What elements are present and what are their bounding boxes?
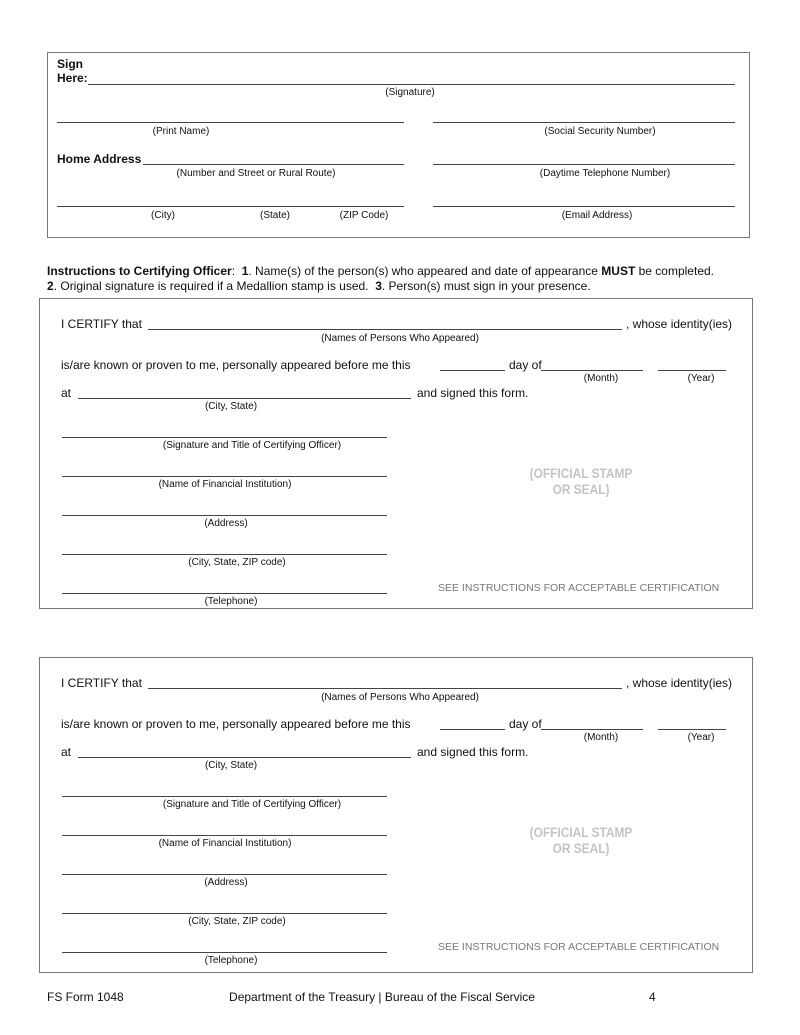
- instruction-text: . Original signature is required if a Medallion stamp is used.: [53, 279, 376, 293]
- signed-text: and signed this form.: [417, 386, 529, 400]
- email-label: (Email Address): [561, 210, 633, 221]
- telephone-field[interactable]: [62, 952, 387, 953]
- stamp-text-2: OR SEAL): [552, 840, 610, 856]
- instruction-emphasis: MUST: [601, 264, 636, 278]
- names-field[interactable]: [148, 688, 622, 689]
- zip-label: (ZIP Code): [339, 210, 389, 221]
- instruction-number: 1: [241, 264, 249, 278]
- form-number: FS Form 1048: [47, 990, 124, 1004]
- year-field[interactable]: [658, 729, 726, 730]
- signature-label: (Signature): [385, 87, 435, 98]
- institution-field[interactable]: [62, 476, 387, 477]
- city-state-field[interactable]: [78, 398, 411, 399]
- telephone-field[interactable]: [62, 593, 387, 594]
- official-stamp-placeholder: [530, 465, 633, 497]
- month-field[interactable]: [541, 729, 643, 730]
- telephone-label: (Telephone): [204, 955, 258, 966]
- street-label: (Number and Street or Rural Route): [176, 168, 336, 179]
- sign-here-label-2: Here:: [57, 71, 88, 85]
- officer-signature-label: (Signature and Title of Certifying Officer): [162, 440, 342, 451]
- known-text: is/are known or proven to me, personally appeared before me this: [61, 717, 411, 731]
- signed-text: and signed this form.: [417, 745, 529, 759]
- city-state-field[interactable]: [78, 757, 411, 758]
- names-label: (Names of Persons Who Appeared): [321, 333, 479, 344]
- address-field[interactable]: [62, 874, 387, 875]
- day-of-text: day of: [509, 717, 542, 731]
- city-state-zip-label: (City, State, ZIP code): [188, 557, 286, 568]
- institution-label: (Name of Financial Institution): [158, 838, 292, 849]
- home-address-label: Home Address: [57, 152, 142, 166]
- institution-label: (Name of Financial Institution): [158, 479, 292, 490]
- email-field[interactable]: [433, 206, 735, 207]
- certification-box-2: [39, 657, 753, 973]
- daytime-phone-label: (Daytime Telephone Number): [539, 168, 671, 179]
- ssn-field[interactable]: [433, 122, 735, 123]
- daytime-phone-field[interactable]: [433, 164, 735, 165]
- state-label: (State): [259, 210, 291, 221]
- ssn-label: (Social Security Number): [544, 126, 656, 137]
- stamp-text-2: OR SEAL): [552, 481, 610, 497]
- instruction-text: . Name(s) of the person(s) who appeared and date of appearance: [248, 264, 602, 278]
- address-label: (Address): [204, 877, 248, 888]
- instruction-number: 2: [47, 279, 54, 293]
- known-text: is/are known or proven to me, personally appeared before me this: [61, 358, 411, 372]
- names-field[interactable]: [148, 329, 622, 330]
- instruction-text: be completed.: [635, 264, 714, 278]
- names-label: (Names of Persons Who Appeared): [321, 692, 479, 703]
- page-number: 4: [649, 990, 656, 1004]
- street-field[interactable]: [143, 164, 404, 165]
- day-field[interactable]: [440, 370, 505, 371]
- city-state-zip-field[interactable]: [57, 206, 404, 207]
- certify-text: I CERTIFY that: [61, 317, 142, 331]
- address-label: (Address): [204, 518, 248, 529]
- agency-name: Department of the Treasury | Bureau of the Fiscal Service: [229, 990, 535, 1004]
- instructions-heading: Instructions to Certifying Officer: [47, 264, 232, 278]
- city-label: (City): [151, 210, 175, 221]
- stamp-text-1: (OFFICIAL STAMP: [529, 465, 633, 481]
- whose-identity-text: , whose identity(ies): [626, 676, 733, 690]
- see-instructions-note: SEE INSTRUCTIONS FOR ACCEPTABLE CERTIFICATION: [438, 582, 720, 594]
- city-state-zip-label: (City, State, ZIP code): [188, 916, 286, 927]
- officer-signature-label: (Signature and Title of Certifying Officer): [162, 799, 342, 810]
- telephone-label: (Telephone): [204, 596, 258, 607]
- stamp-text-1: (OFFICIAL STAMP: [529, 824, 633, 840]
- at-text: at: [61, 745, 72, 759]
- instructions-line-2: [47, 279, 591, 293]
- year-label: (Year): [687, 373, 715, 384]
- month-label: (Month): [583, 373, 619, 384]
- year-label: (Year): [687, 732, 715, 743]
- instruction-number: 3: [375, 279, 382, 293]
- certification-box-1: [39, 298, 753, 609]
- officer-signature-field[interactable]: [62, 796, 387, 797]
- instruction-text: . Person(s) must sign in your presence.: [381, 279, 591, 293]
- whose-identity-text: , whose identity(ies): [626, 317, 733, 331]
- month-label: (Month): [583, 732, 619, 743]
- city-state-label: (City, State): [204, 401, 258, 412]
- city-state-zip-field[interactable]: [62, 554, 387, 555]
- year-field[interactable]: [658, 370, 726, 371]
- institution-field[interactable]: [62, 835, 387, 836]
- certify-text: I CERTIFY that: [61, 676, 142, 690]
- month-field[interactable]: [541, 370, 643, 371]
- sign-here-label: Sign: [57, 57, 83, 71]
- address-field[interactable]: [62, 515, 387, 516]
- print-name-label: (Print Name): [152, 126, 210, 137]
- city-state-zip-field[interactable]: [62, 913, 387, 914]
- day-field[interactable]: [440, 729, 505, 730]
- signature-field[interactable]: [88, 84, 735, 85]
- official-stamp-placeholder: [530, 824, 633, 856]
- instructions-line-1: Instructions to Certifying Officer: 1. Name(s) of the person(s) who appeared and date of appearance MUST be completed.: [47, 264, 714, 278]
- at-text: at: [61, 386, 72, 400]
- city-state-label: (City, State): [204, 760, 258, 771]
- officer-signature-field[interactable]: [62, 437, 387, 438]
- print-name-field[interactable]: [57, 122, 404, 123]
- see-instructions-note: SEE INSTRUCTIONS FOR ACCEPTABLE CERTIFICATION: [438, 941, 720, 953]
- day-of-text: day of: [509, 358, 542, 372]
